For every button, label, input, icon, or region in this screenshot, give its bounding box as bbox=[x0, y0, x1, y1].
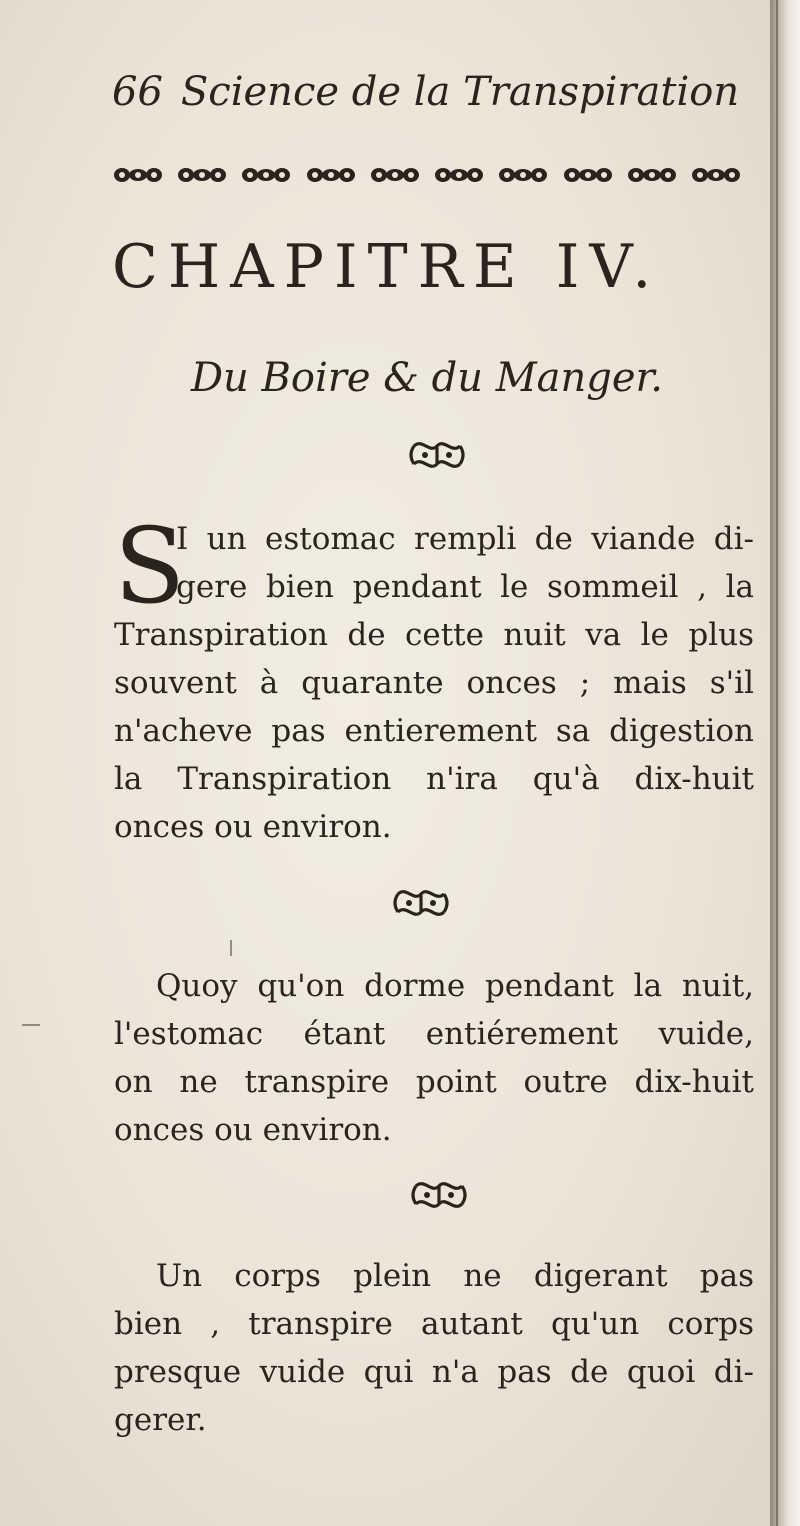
paragraph-line: I un estomac rempli de viande di- bbox=[176, 521, 754, 557]
ornament-band-icon bbox=[176, 163, 228, 187]
paragraph-line: onces ou environ. bbox=[114, 1112, 392, 1148]
page-number: 66 bbox=[112, 69, 163, 115]
ornament-band-icon bbox=[433, 163, 485, 187]
paragraph-line: Un corps plein ne digerant pas bbox=[156, 1258, 754, 1294]
ornament-band-icon bbox=[497, 163, 549, 187]
ornament-band-icon bbox=[305, 163, 357, 187]
fleuron-ornament-icon bbox=[408, 436, 466, 474]
paragraph-line: souvent à quarante onces ; mais s'il bbox=[114, 665, 754, 701]
ornament-band-icon bbox=[240, 163, 292, 187]
chapter-subtitle: Du Boire & du Manger. bbox=[190, 355, 663, 401]
paragraph-2 bbox=[114, 962, 754, 1154]
chapter-title: CHAPITRE IV. bbox=[112, 232, 662, 302]
ornament-band-icon bbox=[626, 163, 678, 187]
book-gutter-line bbox=[776, 0, 778, 1526]
paragraph-3 bbox=[114, 1252, 754, 1444]
paragraph-line: onces ou environ. bbox=[114, 809, 392, 845]
ornament-band-icon bbox=[112, 163, 164, 187]
fleuron-ornament-icon bbox=[392, 884, 450, 922]
paragraph-line: presque vuide qui n'a pas de quoi di- bbox=[114, 1354, 754, 1390]
running-title: Science de la Transpiration bbox=[180, 69, 740, 115]
paragraph-line: bien , transpire autant qu'un corps bbox=[114, 1306, 754, 1342]
ornament-band bbox=[112, 158, 742, 192]
ornament-band-icon bbox=[690, 163, 742, 187]
paragraph-line: l'estomac étant entiérement vuide, bbox=[114, 1016, 754, 1052]
margin-mark bbox=[230, 940, 232, 956]
drop-cap-letter: S bbox=[114, 505, 186, 627]
running-header bbox=[112, 62, 740, 122]
margin-mark bbox=[22, 1024, 40, 1026]
book-spine bbox=[770, 0, 800, 1526]
paragraph-line: gerer. bbox=[114, 1402, 207, 1438]
paragraph-line: n'acheve pas entierement sa digestion bbox=[114, 713, 754, 749]
paragraph-line: on ne transpire point outre dix-huit bbox=[114, 1064, 754, 1100]
paragraph-line: Quoy qu'on dorme pendant la nuit, bbox=[156, 968, 754, 1004]
paragraph-line: la Transpiration n'ira qu'à dix-huit bbox=[114, 761, 754, 797]
ornament-band-icon bbox=[369, 163, 421, 187]
paragraph-1 bbox=[114, 505, 754, 851]
ornament-band-icon bbox=[562, 163, 614, 187]
fleuron-ornament-icon bbox=[410, 1176, 468, 1214]
paragraph-line: Transpiration de cette nuit va le plus bbox=[114, 617, 754, 653]
paragraph-line: gere bien pendant le sommeil , la bbox=[176, 569, 754, 605]
